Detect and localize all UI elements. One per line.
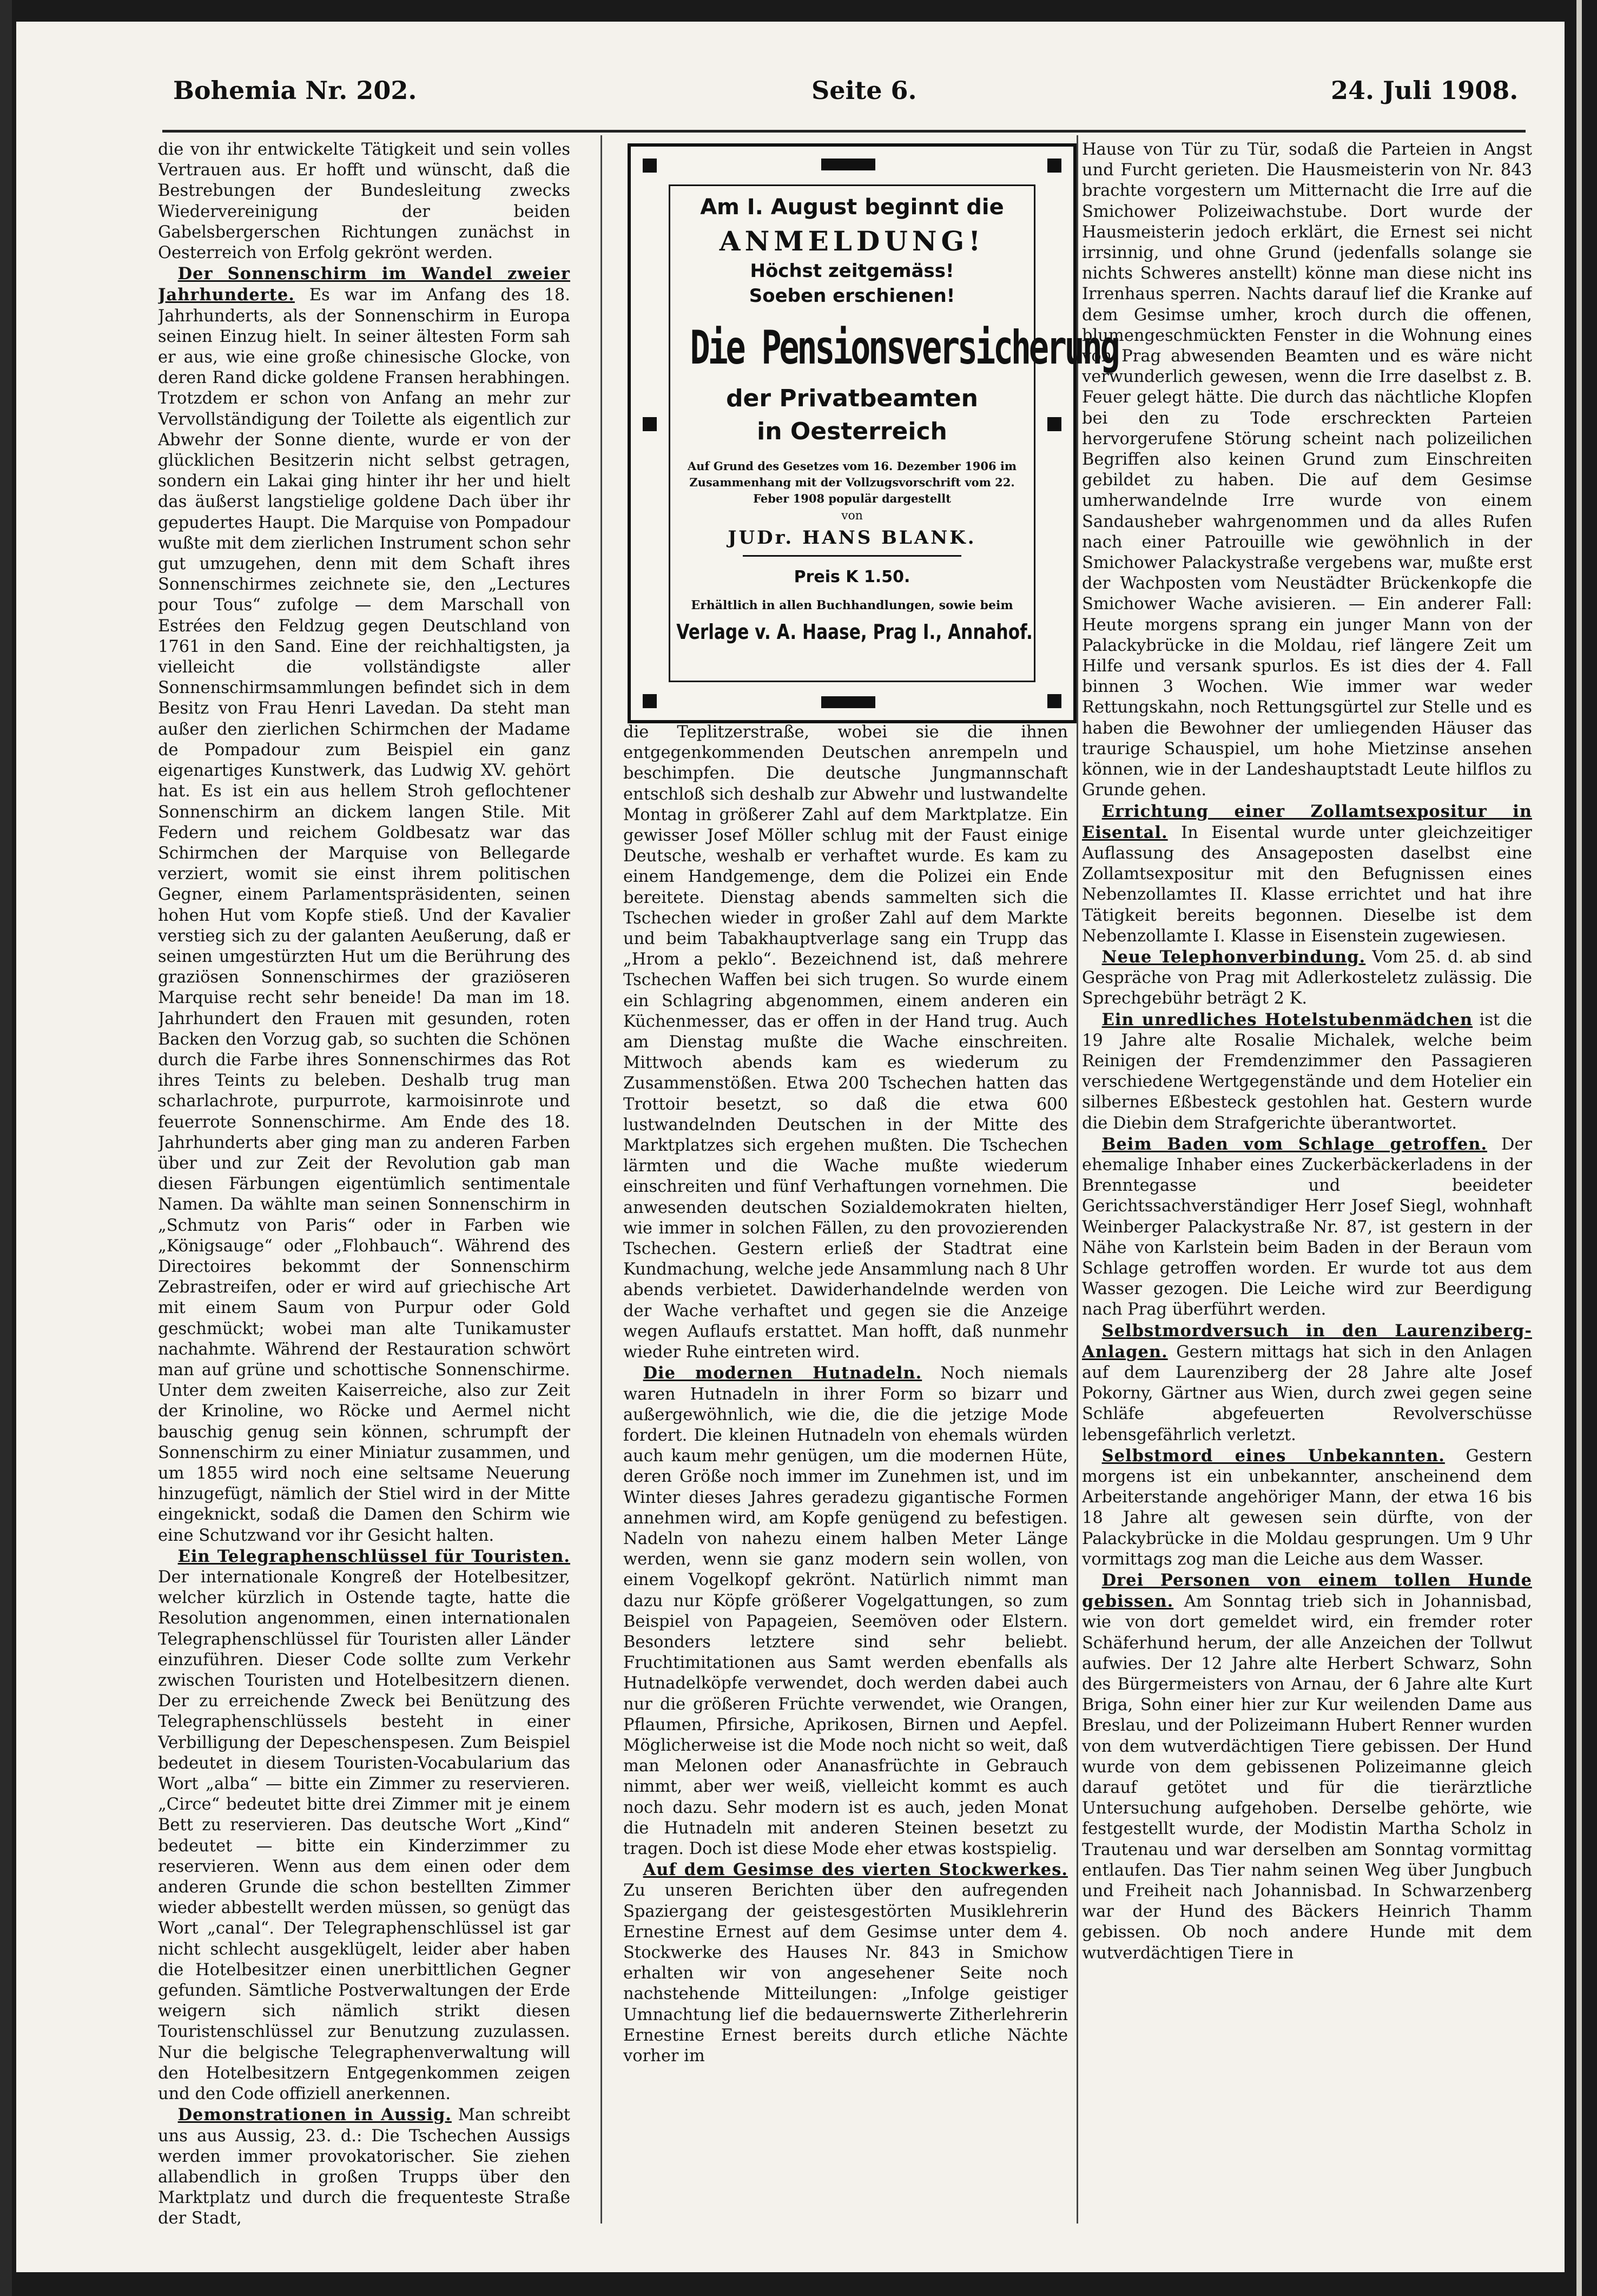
- side-ornament: [1047, 417, 1061, 431]
- article-paragraph: [158, 140, 570, 263]
- masthead-issue: Bohemia Nr. 202.: [173, 76, 417, 105]
- article-text: Es war im Anfang des 18. Jahrhunderts, als der Sonnenschirm in Europa seinen Einzug hielt. In seiner ältesten Form sah er aus, wie eine große chinesische Glocke, von deren Rand dicke goldene Fransen herabhingen. Trotzdem er schon von Anfang an mehr zur Vervollständigung der Toilette als eigentlich zur Abwehr der Sonne diente, wurde er von der glücklichen Besitzerin nicht selbst getragen, sondern ein Lakai ging hinter ihr her und hielt das äußerst langstielige goldene Dach über ihr gepudertes Haupt. Die Marquise von Pompadour wußte mit dem zierlichen Instrument schon sehr gut umzugehen, denn mit dem Schaft ihres Sonnenschirmes zeichnete sie, den „Lectures pour Tous“ zufolge — dem Marschall von Estrées den Feldzug gegen Deutschland von 1761 in den Sand. Eine der reichhaltigsten, ja vielleicht die vollständigste aller Sonnenschirmsammlungen befindet sich in dem Besitz von Frau Henri Lavedan. Da steht man außer den zierlichen Schirmchen der Madame de Pompadour zum Beispiel ein ganz eigenartiges Kunstwerk, das Ludwig XV. gehört hat. Es ist ein aus hellem Stroh geflochtener Sonnenschirm an dickem langen Stile. Mit Federn und reichem Goldbesatz war das Schirmchen der Marquise von Bellegarde verziert, womit sie einst ihrem politischen Gegner, einem Parlamentspräsidenten, seinen hohen Hut vom Kopfe stieß. Und der Kavalier verstieg sich zu der galanten Aeußerung, daß er seinen umgestürzten Hut um die Berührung des graziösen Sonnenschirmes der graziöseren Marquise recht sehr beneide! Da man im 18. Jahrhundert den Frauen mit gesunden, roten Backen den Vorzug gab, so suchten die Schönen durch die Farbe ihres Sonnenschirmes das Rot ihres Teints zu beleben. Deshalb trug man scharlachrote, purpurrote, karmoisinrote und feuerrote Sonnenschirme. Am Ende des 18. Jahrhunderts aber ging man zu anderen Farben über und zur Zeit der Revolution gab man diesen Färbungen eigentümlich sentimentale Namen. Da wählte man seinen Sonnenschirm in „Schmutz von Paris“ oder in Farben wie „Königsauge“ oder „Flohbauch“. Während des Directoires bekommt der Sonnenschirm Zebrastreifen, oder er wird auf griechische Art mit einem Saum von Purpur oder Gold geschmückt; wobei man alte Tunikamuster nachahmte. Während der Restauration schwört man auf grüne und schottische Sonnenschirme. Unter dem zweiten Kaiserreiche, also zur Zeit der Krinoline, wo Röcke und Aermel nicht bauschig genug sein können, schrumpft der Sonnenschirm zu einer Miniatur zusammen, und um 1855 wird noch eine seltsame Neuerung hinzugefügt, nämlich der Stiel wird in der Mitte eingeknickt, sodaß die Damen den Schirm wie eine Schutzwand vor ihr Gesicht halten.: [158, 286, 570, 1545]
- ad-subtitle: der Privatbeamten: [726, 385, 978, 412]
- article-headline: Der Sonnenschirm im Wandel zweier Jahrhunderte.: [158, 264, 570, 305]
- article-headline: Demonstrationen in Aussig.: [177, 2105, 452, 2125]
- header-rule: [162, 130, 1526, 133]
- article-paragraph: [1082, 140, 1532, 801]
- article-text: die von ihr entwickelte Tätigkeit und sein volles Vertrauen aus. Er hofft und wünscht, daß die Bestrebungen der Bundesleitung zwecks Wiedervereinigung der beiden Gabelsbergerschen Richtungen zunächst in Oesterreich von Erfolg gekrönt werden.: [158, 140, 570, 263]
- article-text: Vom 25. d. ab sind Gespräche von Prag mit Adlerkosteletz zulässig. Die Sprechgebühr beträgt 2 K.: [1082, 947, 1532, 1008]
- ad-by: von: [841, 509, 863, 523]
- article-paragraph: [1082, 1321, 1532, 1446]
- article-headline: Selbstmordversuch in den Laurenziberg-Anlagen.: [1082, 1321, 1532, 1362]
- article-text: Gestern mittags hat sich in den Anlagen auf dem Laurenziberg der 28 Jahre alte Josef Pokorny, Gärtner aus Wien, durch zwei gegen seine Schläfe abgefeuerten Revolverschüsse lebensgefährlich verletzt.: [1082, 1342, 1532, 1444]
- article-text: Noch niemals waren Hutnadeln in ihrer Form so bizarr und außergewöhnlich, wie die, die die jetzige Mode fordert. Die kleinen Hutnadeln von ehemals würden auch kaum mehr genügen, um die modernen Hüte, deren Größe noch immer im Zunehmen ist, und im Winter dieses Jahres geradezu gigantische Formen annehmen wird, am Kopfe genügend zu befestigen. Nadeln von nahezu einem halben Meter Länge werden, wenn sie ganz modern sein wollen, von einem Vogelkopf gekrönt. Natürlich nimmt man dazu nur Köpfe größerer Vogelgattungen, so zum Beispiel von Papageien, Seemöven oder Elstern. Besonders letztere sind sehr beliebt. Fruchtimitationen aus Samt werden ebenfalls als Hutnadelköpfe verwendet, doch werden dabei auch nur die größeren Früchte verwendet, wie Orangen, Pflaumen, Pfirsiche, Aprikosen, Birnen und Aepfel. Möglicherweise ist die Mode noch nicht so weit, daß man Melonen oder Ananasfrüchte in Gebrauch nimmt, aber wer weiß, vielleicht kommt es auch noch dazu. Sehr modern ist es auch, jeden Monat die Hutnadeln mit anderen Steinen besetzt zu tragen. Doch ist diese Mode eher etwas kostspielig.: [623, 1364, 1068, 1858]
- column-3: [1082, 140, 1532, 2228]
- corner-ornament: [1047, 159, 1061, 173]
- ad-country: in Oesterreich: [757, 418, 947, 445]
- article-text: Am Sonntag trieb sich in Johannisbad, wie von dort gemeldet wird, ein fremder roter Schäferhund herum, der alle Anzeichen der Tollwut aufwies. Der 12 Jahre alte Herbert Schwarz, Sohn des Bürgermeisters von Arnau, der 6 Jahre alte Kurt Briga, Sohn einer hier zur Kur weilenden Dame aus Breslau, und der Polizeimann Hubert Renner wurden von dem wutverdächtigen Tiere gebissen. Der Hund wurde von dem gebissenen Polizeimanne gleich darauf getötet und für die tierärztliche Untersuchung aufgehoben. Derselbe gehörte, wie festgestellt wurde, der Modistin Martha Scholz in Trautenau und war derselben am Sonntag vormittag entlaufen. Das Tier nahm seinen Weg über Jungbuch und Freiheit nach Johannisbad. In Schwarzenberg war der Hund des Bäckers Heinrich Thamm gebissen. Ob noch andere Hunde mit dem wutverdächtigen Tiere in: [1082, 1592, 1532, 1963]
- article-text: Der internationale Kongreß der Hotelbesitzer, welcher kürzlich in Ostende tagte, hatte die Resolution angenommen, einen internationalen Telegraphenschlüssel für Touristen aller Länder einzuführen. Dieser Code sollte zum Verkehr zwischen Touristen und Hotelbesitzern dienen. Der zu erreichende Zweck bei Benützung des Telegraphenschlüssels besteht in einer Verbilligung der Depeschenspesen. Zum Beispiel bedeutet in diesem Touristen-Vocabularium das Wort „alba“ — bitte ein Zimmer zu reservieren. „Circe“ bedeutet bitte drei Zimmer mit je einem Bett zu reservieren. Das deutsche Wort „Kind“ bedeutet — bitte ein Kinderzimmer zu reservieren. Wenn aus dem einen oder dem anderen Grunde die schon bestellten Zimmer wieder abbestellt werden müssen, so genügt das Wort „canal“. Der Telegraphenschlüssel ist gar nicht schlecht ausgeklügelt, leider aber haben die Hotelbesitzer einen unerbittlichen Gegner gefunden. Sämtliche Postverwaltungen der Erde weigern sich nämlich strikt diesen Touristenschlüssel zur Benutzung zuzulassen. Nur die belgische Telegraphenverwaltung will den Hotelbesitzern Entgegenkommen zeigen und den Code offiziell anerkennen.: [158, 1568, 570, 2104]
- issue-date: 24. Juli 1908.: [1331, 76, 1519, 105]
- corner-ornament: [1047, 694, 1061, 708]
- article-headline: Auf dem Gesimse des vierten Stockwerkes.: [643, 1860, 1068, 1880]
- article-headline: Beim Baden vom Schlage getroffen.: [1101, 1134, 1488, 1154]
- column-1: [158, 140, 570, 2228]
- scan-edge-right: [1576, 0, 1582, 2296]
- scan-edge-left: [0, 0, 12, 2296]
- ad-registration: ANMELDUNG!: [719, 225, 985, 257]
- side-ornament: [643, 417, 657, 431]
- top-ornament: [821, 159, 875, 170]
- ad-description: Auf Grund des Gesetzes vom 16. Dezember 1906 im Zusammenhang mit der Vollzugsvorschrift vom 22. Feber 1908 populär dargestellt: [687, 459, 1017, 505]
- article-paragraph: [623, 722, 1068, 1363]
- article-paragraph: [1082, 801, 1532, 947]
- article-headline: Ein unredliches Hotelstubenmädchen: [1101, 1010, 1473, 1030]
- ad-book-title: Die Pensionsversicherung: [690, 321, 1118, 375]
- article-text: In Eisental wurde unter gleichzeitiger Auflassung des Ansageposten daselbst eine Zollamtsexpositur mit den Befugnissen eines Nebenzollamtes II. Klasse errichtet und hat ihre Tätigkeit bereits begonnen. Dieselbe ist dem Nebenzollamte I. Klasse in Eisenstein zugewiesen.: [1082, 823, 1532, 946]
- article-headline: Die modernen Hutnadeln.: [643, 1363, 922, 1383]
- ad-announcement: Am I. August beginnt die: [700, 195, 1004, 220]
- ad-timely: Höchst zeitgemäss!: [750, 260, 954, 282]
- article-paragraph: [1082, 1010, 1532, 1134]
- article-headline: Drei Personen von einem tollen Hunde gebissen.: [1082, 1571, 1532, 1612]
- ad-price: Preis K 1.50.: [794, 568, 910, 586]
- article-headline: Neue Telephonverbindung.: [1101, 947, 1366, 967]
- article-headline: Selbstmord eines Unbekannten.: [1101, 1446, 1445, 1466]
- page-number: Seite 6.: [811, 76, 917, 105]
- article-text: Hause von Tür zu Tür, sodaß die Parteien in Angst und Furcht gerieten. Die Hausmeisterin von Nr. 843 brachte vorgestern um Mitternacht die Irre auf die Smichower Polizeiwachstube. Dort wurde der Hausmeisterin jedoch erklärt, die Ernest sei nicht irrsinnig, und ohne Grund (jedenfalls solange sie nichts Schweres anstellt) könne man diese nicht ins Irrenhaus sperren. Nachts darauf lief die Kranke auf dem Gesimse umher, kroch durch die offenen, blumengeschmückten Fenster in die Wohnung eines von Prag abwesenden Beamten und es wäre nicht verwunderlich gewesen, wenn die Irre daselbst z. B. Feuer gelegt hätte. Die durch das nächtliche Klopfen bei den zu Tode erschreckten Parteien hervorgerufene Störung scheint nach polizeilichen Begriffen also keinen Grund zum Einschreiten gebildet zu haben. Die auf dem Gesimse umherwandelnde Irre wurde von einem Sandausheber wahrgenommen und da alles Rufen nach einer Patrouille wie gewöhnlich in der Smichower Palackystraße vergebens war, mußte erst der Wachposten vom Neustädter Brückenkopfe die Smichower Wache avisieren. — Ein anderer Fall: Heute morgens sprang ein junger Mann von der Palackybrücke in die Moldau, rief längere Zeit um Hilfe und versank spurlos. Es ist dies der 4. Fall binnen 3 Wochen. Wie immer war weder Rettungskahn, noch Rettungsgürtel zur Stelle und es haben die Bewohner der umliegenden Häuser das traurige Schauspiel, um hohe Mietzinse ansehen können, wie in der Landeshauptstadt Leute hilflos zu Grunde gehen.: [1082, 140, 1532, 800]
- corner-ornament: [643, 159, 657, 173]
- column-2: [623, 722, 1068, 2226]
- article-text: Man schreibt uns aus Aussig, 23. d.: Die Tschechen Aussigs werden immer provokatorischer. Sie ziehen allabendlich in großen Trupps über den Marktplatz und durch die frequenteste Straße der Stadt,: [158, 2106, 570, 2228]
- article-text: Zu unseren Berichten über den aufregenden Spaziergang der geistesgestörten Musiklehrerin Ernestine Ernest auf dem Gesimse unter dem 4. Stockwerke des Hauses Nr. 843 in Smichow erhalten wir von angesehener Seite noch nachstehende Mitteilungen: „Infolge geistiger Umnachtung lief die bedauernswerte Zitherlehrerin Ernestine Ernest bereits durch etliche Nächte vorher im: [623, 1881, 1068, 2066]
- article-paragraph: [158, 2104, 570, 2228]
- article-paragraph: [1082, 947, 1532, 1010]
- article-paragraph: [158, 263, 570, 1546]
- article-text: Gestern morgens ist ein unbekannter, anscheinend dem Arbeiterstande angehöriger Mann, der etwa 16 bis 18 Jahre alt gewesen sein dürfte, von der Palackybrücke in die Moldau gesprungen. Um 9 Uhr vormittags zog man die Leiche aus dem Wasser.: [1082, 1446, 1532, 1569]
- corner-ornament: [643, 694, 657, 708]
- advertisement-box: [628, 143, 1118, 723]
- article-paragraph: [1082, 1446, 1532, 1570]
- ad-just-published: Soeben erschienen!: [749, 285, 955, 307]
- article-paragraph: [158, 1546, 570, 2104]
- article-text: Der ehemalige Inhaber eines Zuckerbäckerladens in der Brenntegasse und beeideter Gerichtssachverständiger Herr Josef Siegl, wohnhaft Weinberger Palackystraße Nr. 87, ist gestern in der Nähe von Karlstein beim Baden in der Beraun vom Schlage getroffen worden. Er wurde tot aus dem Wasser gezogen. Die Leiche wird zur Beerdigung nach Prag überführt werden.: [1082, 1134, 1532, 1319]
- article-paragraph: [623, 1859, 1068, 2067]
- column-divider-1: [600, 135, 602, 2224]
- advertisement-content: [669, 184, 1118, 682]
- article-text: ist die 19 Jahre alte Rosalie Michalek, welche beim Reinigen der Fremdenzimmer den Passagieren verschiedene Wertgegenstände und dem Hotelier ein silbernes Eßbesteck gestohlen hat. Gestern wurde die Diebin dem Strafgerichte überantwortet.: [1082, 1010, 1532, 1133]
- article-headline: Ein Telegraphenschlüssel für Touristen.: [177, 1546, 570, 1566]
- ad-author: JUDr. HANS BLANK.: [728, 527, 976, 549]
- bottom-ornament: [821, 696, 875, 708]
- column-divider-2: [1077, 135, 1078, 2224]
- article-paragraph: [623, 1363, 1068, 1859]
- article-text: die Teplitzerstraße, wobei sie die ihnen entgegenkommenden Deutschen anrempeln und beschimpfen. Die deutsche Jungmannschaft entschloß sich deshalb zur Abwehr und lustwandelte Montag in größerer Zahl auf dem Marktplatze. Ein gewisser Josef Möller schlug mit der Faust einige Deutsche, weshalb er verhaftet wurde. Es kam zu einem Handgemenge, dem die Polizei ein Ende bereitete. Dienstag abends sammelten sich die Tschechen wieder in großer Zahl auf dem Markte und beim Tabakhauptverlage sang ein Trupp das „Hrom a peklo“. Bezeichnend ist, daß mehrere Tschechen Waffen bei sich trugen. So wurde einem ein Schlagring abgenommen, einem anderen ein Küchenmesser, das er offen in der Hand trug. Auch am Dienstag mußte die Wache einschreiten. Mittwoch abends kam es wiederum zu Zusammenstößen. Etwa 200 Tschechen hatten das Trottoir besetzt, so daß die etwa 600 lustwandelnden Deutschen in der Mitte des Marktplatzes sich ergehen mußten. Die Tschechen lärmten und die Wache mußte wiederum einschreiten und fünf Verhaftungen vornehmen. Die anwesenden deutschen Sozialdemokraten hielten, wie immer in solchen Fällen, zu den provozierenden Tschechen. Gestern erließ der Stadtrat eine Kundmachung, welche jede Ansammlung nach 8 Uhr abends verbietet. Dawiderhandelnde werden von der Wache verhaftet und gegen sie die Anzeige wegen Auflaufs erstattet. Man hofft, daß nunmehr wieder Ruhe eintreten wird.: [623, 723, 1068, 1362]
- article-headline: Errichtung einer Zollamtsexpositur in Eisental.: [1082, 801, 1532, 842]
- article-paragraph: [1082, 1570, 1532, 1964]
- ad-availability: Erhältlich in allen Buchhandlungen, sowie beim: [691, 598, 1013, 612]
- ad-publisher: Verlage v. A. Haase, Prag I., Annahof.: [676, 620, 1033, 644]
- article-paragraph: [1082, 1134, 1532, 1321]
- ad-rule: [743, 555, 961, 557]
